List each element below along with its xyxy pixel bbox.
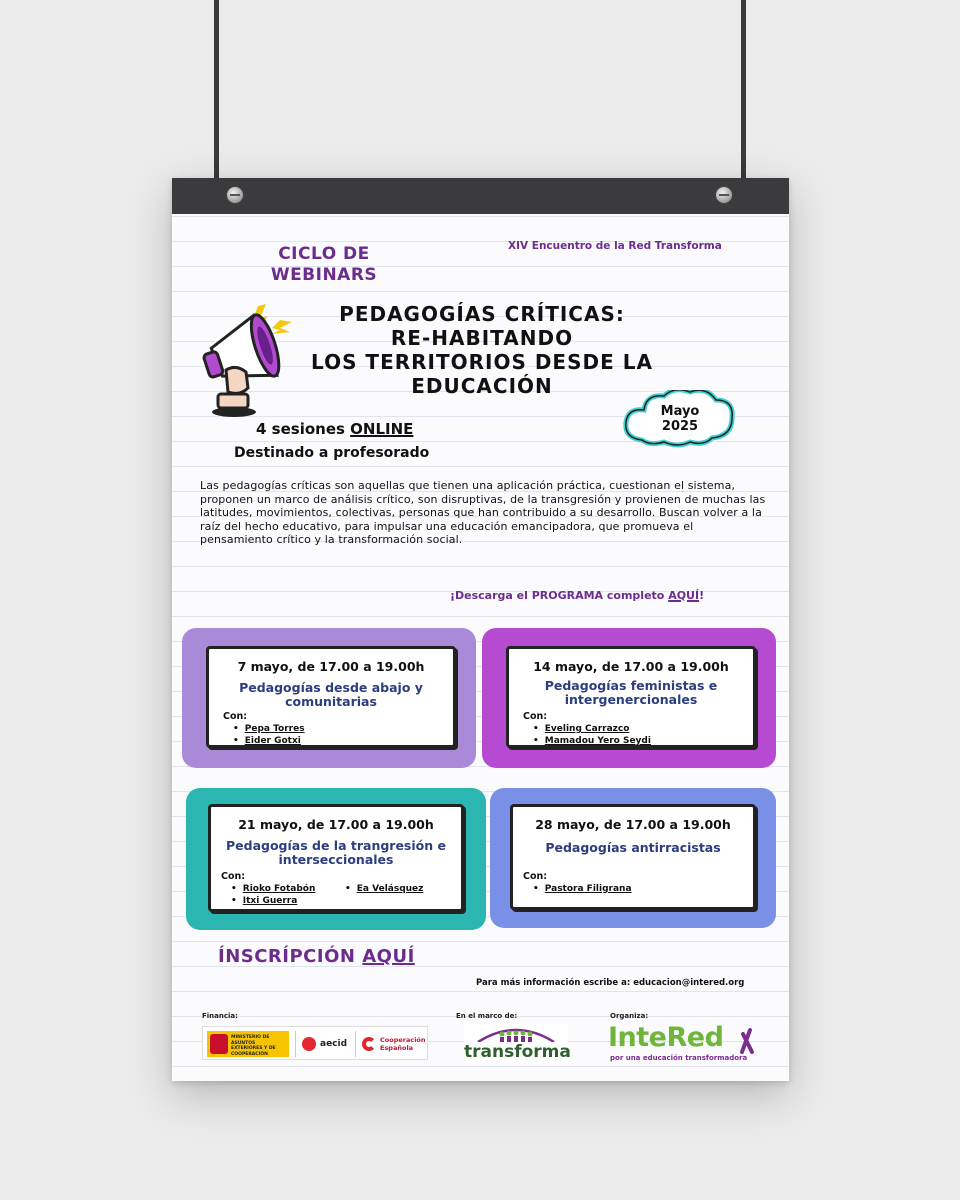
speaker xyxy=(533,723,651,735)
download-program xyxy=(450,589,704,602)
organizer-label: Organiza: xyxy=(610,1012,649,1020)
session-card-1 xyxy=(182,628,476,768)
title-line: EDUCACIÓN xyxy=(411,374,553,398)
date-cloud xyxy=(620,390,740,452)
speaker xyxy=(345,883,423,895)
speaker-list-secondary xyxy=(345,883,423,895)
description: Las pedagogías críticas son aquellas que tienen una aplicación práctica, cuestionan el sistema, proponen un marco de análisis crítico, son disruptivas, de la transgresión y provienen de muchas las latitudes, movimientos, colectivas, personas que han contribuido a su desarrollo. Buscan volver a la raíz del hecho educativo, para impulsar una educación emancipadora, que promueva el pensamiento crítico y la transformación social. xyxy=(200,479,766,546)
speaker-name[interactable]: Pepa Torres xyxy=(244,724,305,734)
intered-ribbon-icon xyxy=(738,1026,756,1054)
cooperacion-icon xyxy=(362,1037,376,1051)
card-content xyxy=(206,646,456,748)
session-date: 28 mayo, de 17.00 a 19.00h xyxy=(535,817,731,832)
megaphone-icon xyxy=(196,298,296,418)
speaker-list xyxy=(533,883,632,895)
speaker-name[interactable]: Itxi Guerra xyxy=(242,896,298,906)
download-prefix: ¡Descarga el PROGRAMA completo xyxy=(450,589,669,602)
speaker-name[interactable]: Ea Velásquez xyxy=(356,884,424,894)
speaker-list xyxy=(231,883,315,907)
session-card-2 xyxy=(482,628,776,768)
contact-info: Para más información escribe a: educacion@intered.org xyxy=(476,978,745,988)
cooperacion-logo xyxy=(355,1031,425,1057)
session-topic: Pedagogías antirracistas xyxy=(545,840,721,855)
speakers-label: Con: xyxy=(223,711,248,722)
intered-text: InteRed xyxy=(608,1022,724,1053)
speaker-name[interactable]: Eveling Carrazco xyxy=(544,724,630,734)
speaker xyxy=(231,883,315,895)
speaker xyxy=(533,883,632,895)
speaker xyxy=(533,735,651,747)
session-topic: Pedagogías desde abajo y comunitarias xyxy=(239,680,423,709)
session-topic: Pedagogías de la trangresión e interseccionales xyxy=(226,838,446,867)
funding-label: Financia: xyxy=(202,1012,238,1020)
ministry-text: MINISTERIO DE ASUNTOS EXTERIORES Y DE COOPERACIÓN xyxy=(231,1035,276,1057)
speaker xyxy=(233,723,305,735)
session-date: 21 mayo, de 17.00 a 19.00h xyxy=(238,817,434,832)
speaker-name[interactable]: Rioko Fotabón xyxy=(242,884,316,894)
session-topic: Pedagogías feministas e intergenercionales xyxy=(544,678,718,707)
card-content xyxy=(208,804,464,912)
registration xyxy=(218,946,415,967)
session-date: 14 mayo, de 17.00 a 19.00h xyxy=(533,659,729,674)
sessions-mode: ONLINE xyxy=(350,420,414,438)
screw-icon xyxy=(715,186,733,204)
audience: Destinado a profesorado xyxy=(234,445,430,461)
aecid-icon xyxy=(302,1037,316,1051)
card-content xyxy=(506,646,756,748)
speaker-name[interactable]: Eider Gotxi xyxy=(244,736,301,746)
speakers-label: Con: xyxy=(523,711,548,722)
spain-crest-icon xyxy=(210,1034,228,1054)
download-link[interactable]: AQUÍ xyxy=(668,589,700,602)
aecid-logo xyxy=(295,1031,351,1057)
transforma-logo xyxy=(464,1024,571,1064)
speakers-label: Con: xyxy=(523,871,548,882)
speaker xyxy=(231,895,315,907)
transforma-text: transforma xyxy=(464,1042,571,1062)
registration-prefix: ÍNSCRÍPCIÓN xyxy=(218,946,363,967)
hanging-wire-right xyxy=(741,0,746,182)
intered-tagline: por una educación transformadora xyxy=(610,1054,748,1062)
poster xyxy=(172,178,789,1081)
registration-link[interactable]: AQUÍ xyxy=(362,946,415,967)
ministry-logo xyxy=(207,1031,289,1057)
cloud-month: Mayo xyxy=(660,404,700,419)
aecid-text: aecid xyxy=(320,1039,348,1049)
sessions-prefix: 4 sesiones xyxy=(256,420,351,438)
download-suffix: ! xyxy=(699,589,705,602)
series-label: CICLO DE WEBINARS xyxy=(270,244,378,285)
speaker-list xyxy=(533,723,651,747)
card-content xyxy=(510,804,756,910)
session-card-4 xyxy=(490,788,776,928)
cooperacion-text: Cooperación Española xyxy=(380,1036,426,1052)
poster-title xyxy=(282,302,682,398)
title-line: PEDAGOGÍAS CRÍTICAS: xyxy=(339,302,625,326)
sessions-count xyxy=(256,420,413,438)
framework-label: En el marco de: xyxy=(456,1012,518,1020)
cloud-year: 2025 xyxy=(661,419,699,434)
hanging-wire-left xyxy=(214,0,219,182)
speaker xyxy=(233,735,305,747)
transforma-people-icon xyxy=(464,1024,568,1042)
speaker-name[interactable]: Pastora Filigrana xyxy=(544,884,632,894)
intered-logo xyxy=(608,1022,768,1066)
speakers-label: Con: xyxy=(221,871,246,882)
poster-hanger-bar xyxy=(172,178,789,214)
funding-logos xyxy=(202,1026,428,1060)
title-line: RE-HABITANDO xyxy=(390,326,574,350)
session-date: 7 mayo, de 17.00 a 19.00h xyxy=(237,659,425,674)
screw-icon xyxy=(226,186,244,204)
event-name: XIV Encuentro de la Red Transforma xyxy=(508,240,722,252)
speaker-name[interactable]: Mamadou Yero Seydi xyxy=(544,736,651,746)
session-card-3 xyxy=(186,788,486,930)
title-line: LOS TERRITORIOS DESDE LA xyxy=(311,350,653,374)
speaker-list xyxy=(233,723,305,747)
